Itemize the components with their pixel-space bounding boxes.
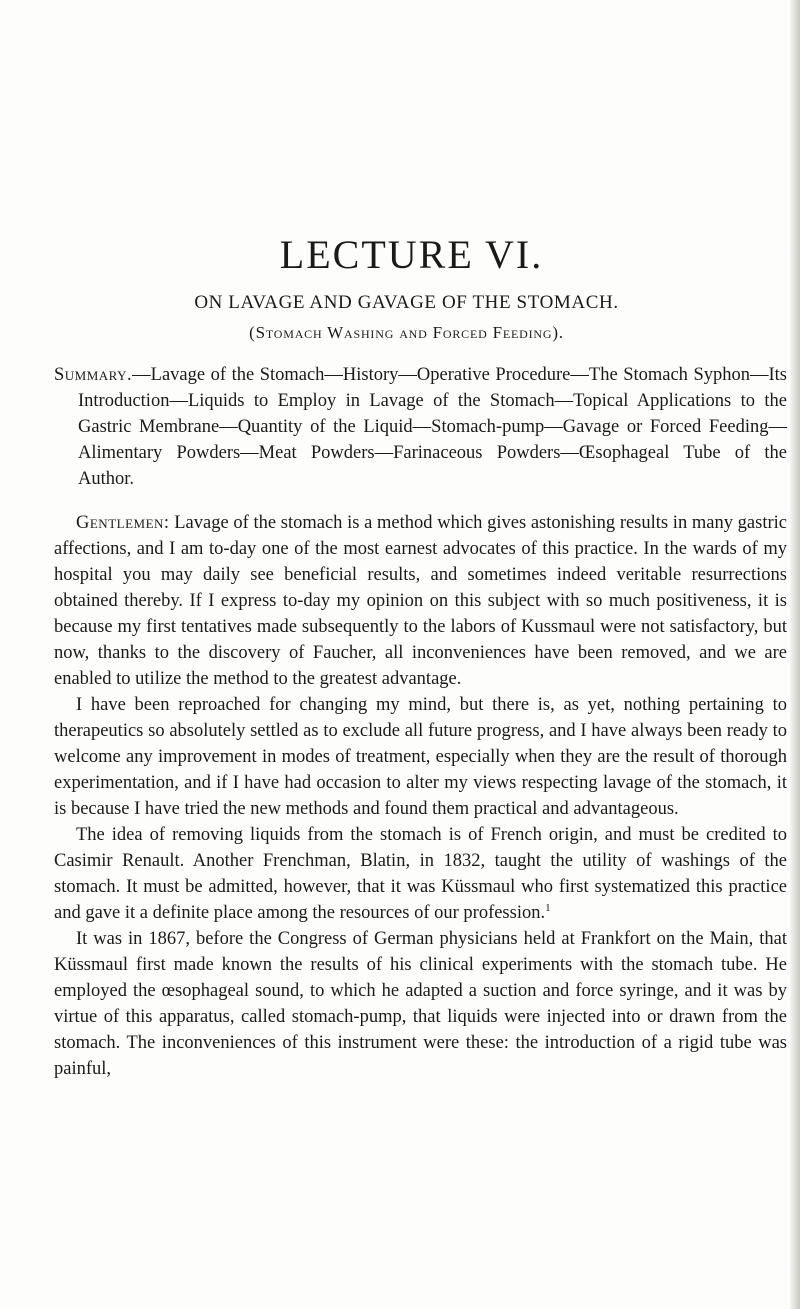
paragraph-1 <box>54 510 787 692</box>
summary-label: Summary. <box>54 365 133 385</box>
summary-text: —Lavage of the Stomach—History—Operative Procedure—The Stomach Syphon—Its Introduction—Liquids to Employ in Lavage of the Stomach—Topical Applications to the Gastric Membrane—Quantity of the Liquid—Stomach-pump—Gavage or Forced Feeding—Alimentary Powders—Meat Powders—Farinaceous Powders—Œsophageal Tube of the Author. <box>78 365 787 489</box>
paragraph-3-text: The idea of removing liquids from the stomach is of French origin, and must be credited to Casimir Renault. Another Frenchman, Blatin, in 1832, taught the utility of washings of the stomach. It must be admitted, however, that it was Küssmaul who first systematized this practice and gave it a definite place among the resources of our profession. <box>54 825 787 923</box>
page-content <box>54 232 799 1082</box>
body-text <box>54 510 799 1082</box>
lecture-title: LECTURE VI. <box>279 232 544 277</box>
paragraph-3 <box>54 822 787 926</box>
paragraph-1-text: Lavage of the stomach is a method which gives astonishing results in many gastric affections, and I am to-day one of the most earnest advocates of this practice. In the wards of my hospital you may daily see beneficial results, and sometimes indeed veritable resurrections obtained thereby. If I express to-day my opinion on this subject with so much positiveness, it is because my first tentatives made subsequently to the labors of Kussmaul were not satisfactory, but now, thanks to the discovery of Faucher, all inconveniences have been removed, and we are enabled to utilize the method to the greatest advantage. <box>54 513 787 689</box>
salutation: Gentlemen: <box>76 513 170 533</box>
paragraph-2 <box>54 692 787 822</box>
paragraph-4-text: It was in 1867, before the Congress of German physicians held at Frankfort on the Main, that Küssmaul first made known the results of his clinical experiments with the stomach tube. He employed the œsophageal sound, to which he adapted a suction and force syringe, and it was by virtue of this apparatus, called stomach-pump, that liquids were injected into or drawn from the stomach. The inconveniences of this instrument were these: the introduction of a rigid tube was painful, <box>54 929 787 1079</box>
lecture-subtitle: ON LAVAGE AND GAVAGE OF THE STOMACH. <box>194 292 619 313</box>
summary-paragraph <box>54 362 799 492</box>
paragraph-4 <box>54 926 787 1082</box>
paragraph-2-text: I have been reproached for changing my mind, but there is, as yet, nothing pertaining to therapeutics so absolutely settled as to exclude all future progress, and I have always been ready to welcome any improvement in modes of treatment, especially when they are the result of thorough experimentation, and if I have had occasion to alter my views respecting lavage of the stomach, it is because I have tried the new methods and found them practical and advantageous. <box>54 695 787 819</box>
footnote-mark: 1 <box>545 901 551 914</box>
lecture-subsubtitle: (Stomach Washing and Forced Feeding). <box>249 323 564 342</box>
